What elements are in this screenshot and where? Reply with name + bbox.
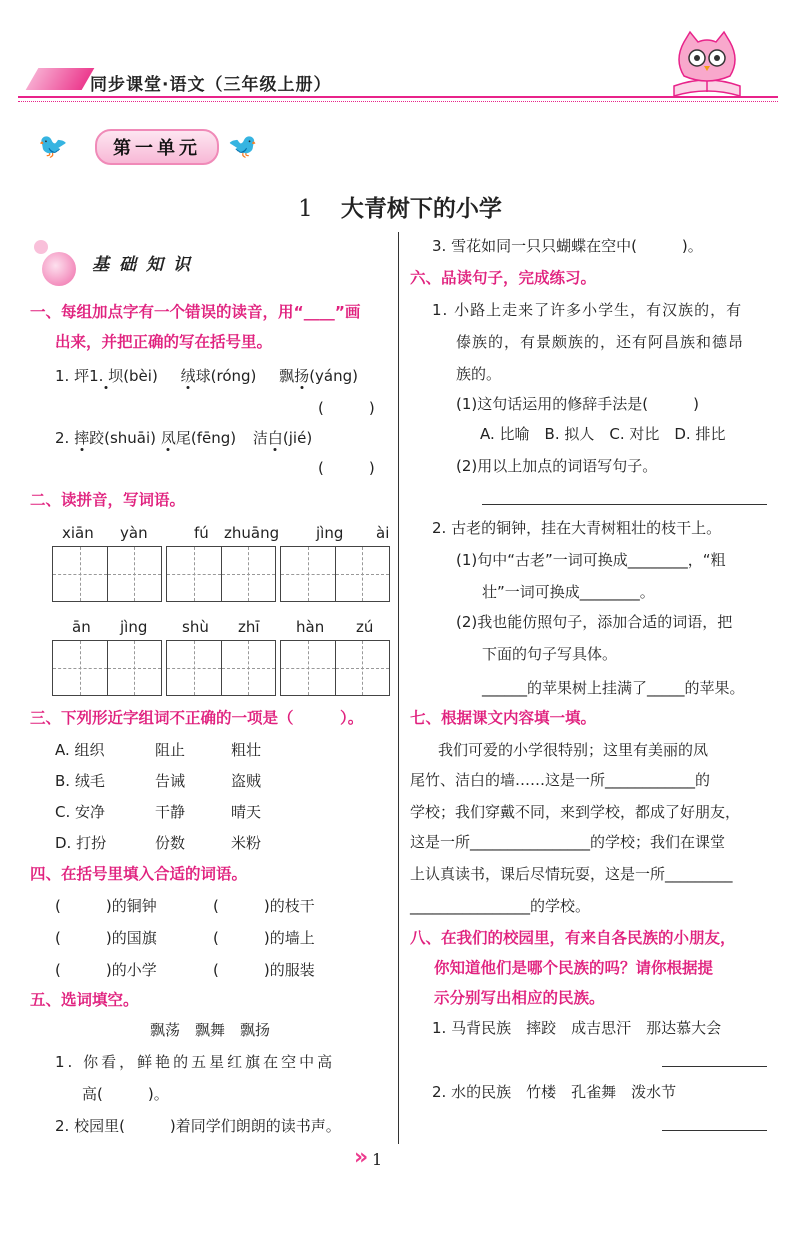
- q2-grid-row2: [52, 640, 394, 696]
- py: jìng: [316, 524, 344, 542]
- q1-r2-py3: (jié): [282, 429, 313, 447]
- writing-box[interactable]: [52, 640, 162, 696]
- writing-box[interactable]: [166, 546, 276, 602]
- py: fú: [194, 524, 209, 542]
- q1-r2-c4: 尾: [175, 429, 191, 447]
- q1-row1: [55, 362, 358, 390]
- header-dotted-rule: [18, 101, 778, 102]
- q1-r2-py1: (shuāi): [104, 429, 157, 447]
- q7-line5: 上认真读书，课后尽情玩耍，这是一所_________: [410, 865, 733, 883]
- writing-box[interactable]: [280, 640, 390, 696]
- q2-title: 二、读拼音，写词语。: [30, 491, 186, 509]
- q1-title: 一、每组加点字有一个错误的读音，用“____”画: [30, 303, 361, 321]
- lesson-number: 1: [298, 196, 313, 222]
- q4-row3: ( )的小学 ( )的服装: [55, 961, 315, 979]
- q5-sentence1-cont: 高( )。: [82, 1085, 169, 1103]
- page-number: 1: [372, 1150, 383, 1169]
- q1-r1-py1: (bèi): [123, 367, 158, 385]
- q7-line4: 这是一所________________的学校；我们在课堂: [410, 833, 726, 851]
- q1-r2-py2: (fēng): [190, 429, 237, 447]
- q6-passage-2: 傣族的，有景颇族的，还有阿昌族和德昂: [456, 333, 745, 351]
- q1-row2: [55, 424, 312, 452]
- q1-r2-answer[interactable]: ( ): [318, 459, 375, 477]
- q1-r1-py2: (róng): [210, 367, 257, 385]
- q1-r2-c3: 凤: [160, 429, 176, 447]
- q6-sub4-sentence: ______的苹果树上挂满了_____的苹果。: [482, 679, 745, 697]
- right-bird-icon: 🐦: [228, 132, 258, 160]
- q7-title: 七、根据课文内容填一填。: [410, 709, 597, 727]
- py: hàn: [296, 618, 325, 636]
- q7-line2: 尾竹、洁白的墙……这是一所____________的: [410, 771, 711, 789]
- unit-label: 第一单元: [113, 138, 201, 159]
- writing-box[interactable]: [52, 546, 162, 602]
- q1-r2-prefix: 2.: [55, 429, 75, 447]
- q6-sub3-cont: 壮”一词可换成________。: [482, 583, 655, 601]
- header-title: 同步课堂·语文（三年级上册）: [90, 75, 332, 95]
- q1-r2-c5: 洁: [252, 429, 268, 447]
- py: jìng: [120, 618, 148, 636]
- q7-line6: ________________的学校。: [410, 897, 591, 915]
- flower-icon: [42, 252, 76, 286]
- q8-title-2: 你知道他们是哪个民族的吗？请你根据提: [434, 959, 714, 977]
- lesson-name: 大青树下的小学: [340, 195, 502, 222]
- q1-r1-c6: 飘: [279, 367, 295, 385]
- q6-sub3: (1)句中“古老”一词可换成________，“粗: [456, 551, 726, 569]
- q1-r1-c4: 球: [195, 367, 211, 385]
- q5-title: 五、选词填空。: [30, 991, 139, 1009]
- owl-reading-book-icon: [668, 30, 746, 98]
- lesson-title: [0, 190, 800, 223]
- writing-box[interactable]: [280, 546, 390, 602]
- q1-r1-c3: 绒: [180, 367, 196, 385]
- q1-r1-py3: (yáng): [309, 367, 358, 385]
- q6-sub1: (1)这句话运用的修辞手法是( ): [456, 395, 699, 413]
- q6-choices: A. 比喻 B. 拟人 C. 对比 D. 排比: [480, 425, 726, 443]
- q2-grid-row1: [52, 546, 394, 602]
- q1-r1-c7: 扬: [294, 367, 310, 385]
- py: ān: [72, 618, 91, 636]
- q6-sub4: (2)我也能仿照句子，添加合适的词语，把: [456, 613, 733, 631]
- py: zú: [356, 618, 374, 636]
- writing-box[interactable]: [166, 640, 276, 696]
- page-arrow-icon: »: [354, 1145, 363, 1170]
- py: zhī: [238, 618, 260, 636]
- py: yàn: [120, 524, 148, 542]
- q4-row2: ( )的国旗 ( )的墙上: [55, 929, 315, 947]
- q3-option-c: C. 安净 干静 晴天: [55, 803, 262, 821]
- q4-row1: ( )的铜钟 ( )的枝干: [55, 897, 315, 915]
- q8-title: 八、在我们的校园里，有来自各民族的小朋友，: [410, 929, 736, 947]
- q6-passage-4: 2. 古老的铜钟，挂在大青树粗壮的枝干上。: [432, 519, 722, 537]
- py: ài: [376, 524, 390, 542]
- q6-answer-line[interactable]: [482, 504, 767, 505]
- unit-banner: [95, 129, 219, 165]
- q7-line3: 学校；我们穿戴不同，来到学校，都成了好朋友，: [410, 803, 741, 821]
- q1-r1-answer[interactable]: ( ): [318, 399, 375, 417]
- q5-sentence1: 1. 你看，鲜艳的五星红旗在空中高: [55, 1053, 336, 1071]
- py: zhuāng: [224, 524, 280, 542]
- q1-r1-c1: 1. 坝: [89, 367, 124, 385]
- q7-line1: 我们可爱的小学很特别；这里有美丽的凤: [438, 741, 709, 759]
- py: shù: [182, 618, 209, 636]
- q5-word-bank: 飘荡 飘舞 飘扬: [150, 1021, 271, 1039]
- q6-sub2: (2)用以上加点的词语写句子。: [456, 457, 658, 475]
- q5-sentence3: 3. 雪花如同一只只蝴蝶在空中( )。: [432, 237, 703, 255]
- q3-option-a: A. 组织 阻止 粗壮: [55, 741, 262, 759]
- q3-option-b: B. 绒毛 告诫 盗贼: [55, 772, 262, 790]
- q1-r2-c6: 白: [267, 429, 283, 447]
- q1-title-2: 出来，并把正确的写在括号里。: [55, 333, 273, 351]
- q8-answer-line-2[interactable]: [662, 1130, 767, 1131]
- q8-hint2: 2. 水的民族 竹楼 孔雀舞 泼水节: [432, 1083, 677, 1101]
- left-bird-icon: 🐦: [38, 132, 68, 160]
- header-band: [26, 68, 95, 90]
- q2-pinyin-row1: [62, 524, 389, 542]
- q1-r1-prefix: 1. 坪: [55, 367, 90, 385]
- q1-r2-c1: 摔: [74, 429, 90, 447]
- q8-answer-line-1[interactable]: [662, 1066, 767, 1067]
- header-rule: [18, 96, 778, 98]
- q1-r2-c2: 跤: [89, 429, 105, 447]
- q3-title: 三、下列形近字组词不正确的一项是（ ）。: [30, 709, 364, 727]
- q3-option-d: D. 打扮 份数 米粉: [55, 834, 262, 852]
- q4-title: 四、在括号里填入合适的词语。: [30, 865, 248, 883]
- q6-title: 六、品读句子，完成练习。: [410, 269, 597, 287]
- q8-hint1: 1. 马背民族 摔跤 成吉思汗 那达慕大会: [432, 1019, 722, 1037]
- section-label: 基础知识: [92, 255, 200, 275]
- q6-passage-3: 族的。: [456, 365, 502, 383]
- q5-sentence2: 2. 校园里( )着同学们朗朗的读书声。: [55, 1117, 341, 1135]
- column-divider: [398, 232, 399, 1144]
- q6-sub4-cont: 下面的句子写具体。: [482, 645, 618, 663]
- q2-pinyin-row2: [72, 618, 373, 636]
- q8-title-3: 示分别写出相应的民族。: [434, 989, 605, 1007]
- py: xiān: [62, 524, 94, 542]
- decorative-bubble: [34, 240, 48, 254]
- q6-passage-1: 1. 小路上走来了许多小学生，有汉族的，有: [432, 301, 743, 319]
